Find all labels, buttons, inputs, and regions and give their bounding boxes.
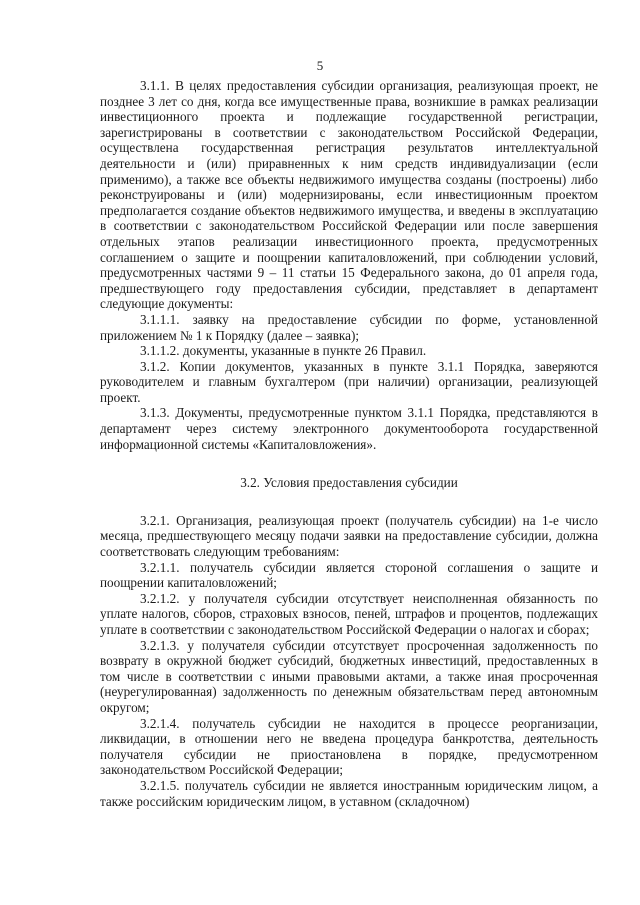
paragraph-3-2-1-4: 3.2.1.4. получатель субсидии не находится в процессе реорганизации, ликвидации, в отношении него не введена процедура банкротства, деятельность получателя субсидии не приостановлена в порядке, предусмотренном законодательством Российской Федерации; [100, 715, 598, 778]
paragraph-3-2-1-2: 3.2.1.2. у получателя субсидии отсутствует неисполненная обязанность по уплате налогов, сборов, страховых взносов, пеней, штрафов и процентов, подлежащих уплате в соответствии с законодательством Российской Федерации о налогах и сборах; [100, 590, 598, 637]
paragraph-3-2-1-1: 3.2.1.1. получатель субсидии является стороной соглашения о защите и поощрении капиталовложений; [100, 559, 598, 591]
page-number: 5 [316, 58, 324, 73]
document-body [100, 78, 598, 809]
paragraph-3-1-1: 3.1.1. В целях предоставления субсидии организация, реализующая проект, не позднее 3 лет со дня, когда все имущественные права, возникшие в рамках реализации инвестиционного проекта и подлежащие государственной регистрации, зарегистрированы в соответствии с законодательством Российской Федерации, осуществлена государственная регистрация результатов интеллектуальной деятельности и (или) приравненных к ним средств индивидуализации (если применимо), а также все объекты недвижимого имущества созданы (построены) либо реконструированы и (или) модернизированы, если инвестиционным проектом предполагается создание объектов недвижимого имущества, и введены в эксплуатацию в соответствии с законодательством Российской Федерации или после завершения отдельных этапов реализации инвестиционного проекта, предусмотренных соглашением о защите и поощрении капиталовложений, при соблюдении условий, предусмотренных частями 9 – 11 статьи 15 Федерального закона, до 01 апреля года, предшествующего году предоставления субсидии, представляет в департамент следующие документы: [100, 78, 598, 312]
paragraph-3-2-1: 3.2.1. Организация, реализующая проект (получатель субсидии) на 1-е число месяца, предшествующего месяцу подачи заявки на предоставление субсидии, должна соответствовать следующим требованиям: [100, 512, 598, 560]
paragraph-3-1-3: 3.1.3. Документы, предусмотренные пунктом 3.1.1 Порядка, представляются в департамент через систему электронного документооборота государственной информационной системы «Капиталовложения». [100, 405, 598, 452]
paragraph-3-2-1-5: 3.2.1.5. получатель субсидии не является иностранным юридическим лицом, а также российским юридическим лицом, в уставном (складочном) [100, 777, 598, 809]
paragraph-3-1-2: 3.1.2. Копии документов, указанных в пункте 3.1.1 Порядка, заверяются руководителем и главным бухгалтером (при наличии) организации, реализующей проект. [100, 358, 598, 405]
section-heading: 3.2. Условия предоставления субсидии [240, 475, 458, 491]
paragraph-3-2-1-3: 3.2.1.3. у получателя субсидии отсутствует просроченная задолженность по возврату в окружной бюджет субсидий, бюджетных инвестиций, предоставленных в том числе в соответствии с иными правовыми актами, а также иная просроченная (неурегулированная) задолженность по денежным обязательствам перед автономным округом; [100, 637, 598, 715]
paragraph-3-1-1-1: 3.1.1.1. заявку на предоставление субсидии по форме, установленной приложением № 1 к Порядку (далее – заявка); [100, 311, 598, 343]
paragraph-3-1-1-2: 3.1.1.2. документы, указанные в пункте 26 Правил. [140, 343, 427, 359]
